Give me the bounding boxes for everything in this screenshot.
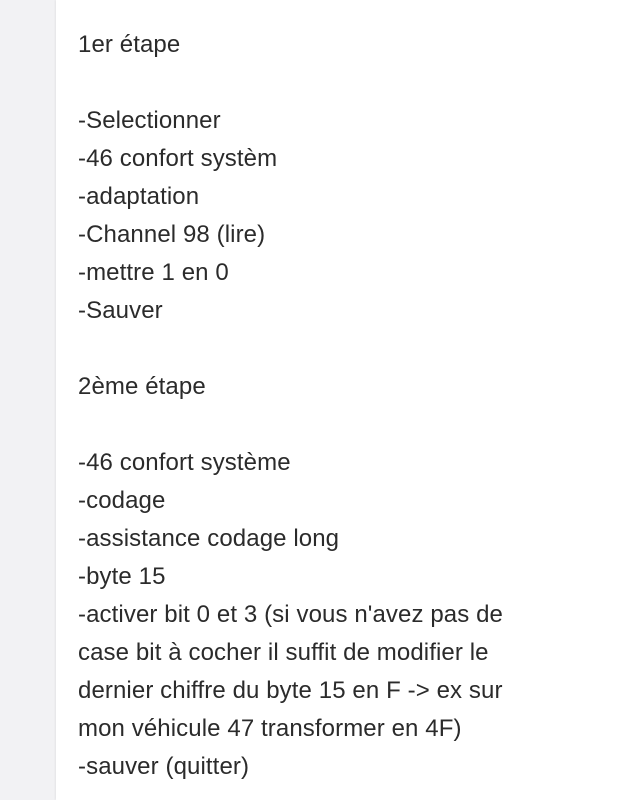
step1-item: -Sauver: [78, 297, 163, 324]
step2-item: dernier chiffre du byte 15 en F -> ex sur: [78, 677, 503, 704]
step1-item: -46 confort systèm: [78, 145, 278, 172]
step2-item: -sauver (quitter): [78, 753, 250, 780]
blank-line: [78, 64, 618, 102]
blank-line: [78, 330, 618, 368]
step2-heading: 2ème étape: [78, 373, 206, 400]
step2-item: -46 confort système: [78, 449, 291, 476]
blank-line: [78, 406, 618, 444]
step1-item: -Channel 98 (lire): [78, 221, 266, 248]
step2-item: -assistance codage long: [78, 525, 340, 552]
step2-item: -byte 15: [78, 563, 166, 590]
step1-item: -Selectionner: [78, 107, 221, 134]
step2-item: mon véhicule 47 transformer en 4F): [78, 715, 462, 742]
step1-item: -mettre 1 en 0: [78, 259, 229, 286]
step1-heading: 1er étape: [78, 31, 181, 58]
step2-item: case bit à cocher il suffit de modifier le: [78, 639, 489, 666]
step1-item: -adaptation: [78, 183, 200, 210]
left-gutter: [0, 0, 56, 800]
step2-item: -codage: [78, 487, 166, 514]
step2-item: -activer bit 0 et 3 (si vous n'avez pas de: [78, 601, 503, 628]
note-body[interactable]: [78, 26, 618, 786]
